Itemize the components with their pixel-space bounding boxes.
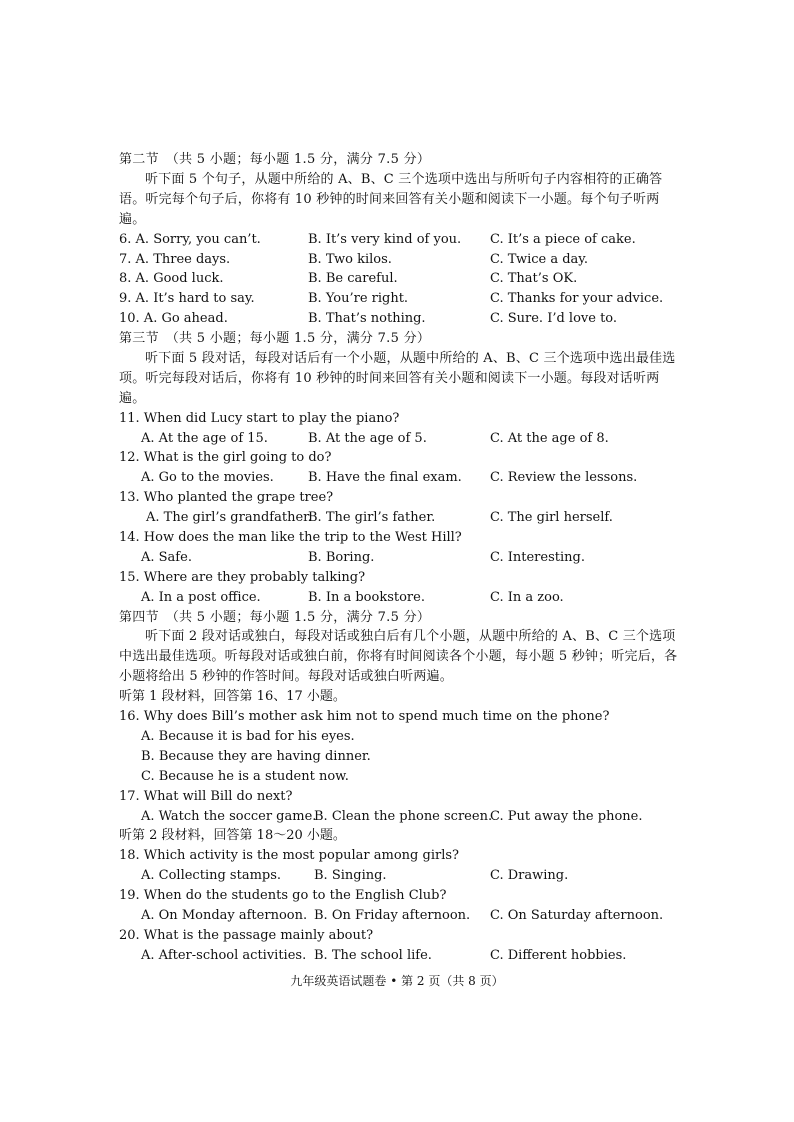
option-c: C. Thanks for your advice. <box>490 291 664 307</box>
question-row <box>119 289 679 309</box>
question-stem: 18. Which activity is the most popular among girls? <box>119 848 459 864</box>
option-b: B. The school life. <box>314 947 432 963</box>
option-a: 6. A. Sorry, you can’t. <box>119 231 261 247</box>
option-c: C. That’s OK. <box>490 271 578 287</box>
option-a: A. Collecting stamps. <box>141 868 282 884</box>
section-instruction: 听下面 5 段对话，每段对话后有一个小题，从题中所给的 A、B、C 三个选项中选出最佳选项。听完每段对话后，你将有 10 秒钟的时间来回答有关小题和阅读下一小题。每段对话听两遍。 <box>119 350 676 406</box>
option-a: 8. A. Good luck. <box>119 271 224 287</box>
options-row <box>119 588 679 608</box>
option-b: B. Two kilos. <box>308 251 392 267</box>
question-stem: 15. Where are they probably talking? <box>119 569 366 585</box>
section-heading: 第三节 （共 5 小题；每小题 1.5 分，满分 7.5 分） <box>119 331 431 347</box>
question-stem: 17. What will Bill do next? <box>119 788 293 804</box>
question-row <box>119 309 679 329</box>
option-c: C. In a zoo. <box>490 589 564 605</box>
option-b: B. On Friday afternoon. <box>314 907 471 923</box>
question-stem: 16. Why does Bill’s mother ask him not to spend much time on the phone? <box>119 709 610 725</box>
options-row <box>119 906 679 926</box>
section-heading: 第二节 （共 5 小题；每小题 1.5 分，满分 7.5 分） <box>119 152 431 167</box>
option-a: A. Watch the soccer game. <box>141 808 317 824</box>
option-a: A. At the age of 15. <box>141 430 268 446</box>
option-a: A. Safe. <box>141 549 192 565</box>
option-b: B. Singing. <box>314 868 387 884</box>
question-row <box>119 230 679 250</box>
option-a: A. In a post office. <box>141 589 261 605</box>
options-row <box>119 866 679 886</box>
option-a: A. Go to the movies. <box>141 470 274 486</box>
option-c: C. Because he is a student now. <box>141 768 349 784</box>
option-c: C. It’s a piece of cake. <box>490 231 636 247</box>
option-c: C. Sure. I’d love to. <box>490 311 618 327</box>
option-a: A. On Monday afternoon. <box>141 907 308 923</box>
question-stem: 13. Who planted the grape tree? <box>119 490 334 506</box>
page-footer: 九年级英语试题卷 • 第 2 页（共 8 页） <box>290 974 504 988</box>
question-stem: 12. What is the girl going to do? <box>119 450 332 466</box>
options-row <box>119 946 679 966</box>
option-b: B. The girl’s father. <box>308 510 436 526</box>
option-a: A. After-school activities. <box>141 947 307 963</box>
option-b: B. In a bookstore. <box>308 589 425 605</box>
option-c: C. Drawing. <box>490 868 569 884</box>
option-b: B. Have the final exam. <box>308 470 462 486</box>
option-a: A. The girl’s grandfather. <box>146 510 313 526</box>
options-row <box>119 807 679 827</box>
question-row <box>119 269 679 289</box>
options-row <box>119 468 679 488</box>
option-b: B. Clean the phone screen. <box>314 808 493 824</box>
option-c: C. On Saturday afternoon. <box>490 907 664 923</box>
option-c: C. Twice a day. <box>490 251 589 267</box>
option-b: B. Boring. <box>308 549 375 565</box>
option-b: B. Because they are having dinner. <box>141 748 371 764</box>
question-stem: 20. What is the passage mainly about? <box>119 927 374 943</box>
options-row <box>119 548 679 568</box>
option-c: C. At the age of 8. <box>490 430 609 446</box>
exam-page <box>119 150 679 966</box>
section-heading: 第四节 （共 5 小题；每小题 1.5 分，满分 7.5 分） <box>119 609 431 625</box>
question-stem: 11. When did Lucy start to play the piano? <box>119 410 400 426</box>
option-a: A. Because it is bad for his eyes. <box>141 728 355 744</box>
option-b: B. That’s nothing. <box>308 311 426 327</box>
option-b: B. You’re right. <box>308 291 409 307</box>
options-row <box>119 429 679 449</box>
options-row <box>119 508 679 528</box>
section-instruction: 听下面 5 个句子，从题中所给的 A、B、C 三个选项中选出与所听句子内容相符的正确答语。听完每个句子后，你将有 10 秒钟的时间来回答有关小题和阅读下一小题。每个句子听两遍。 <box>119 171 663 227</box>
option-c: C. The girl herself. <box>490 510 613 526</box>
option-a: 7. A. Three days. <box>119 251 231 267</box>
option-b: B. Be careful. <box>308 271 398 287</box>
option-b: B. At the age of 5. <box>308 430 427 446</box>
option-a: 10. A. Go ahead. <box>119 311 228 327</box>
material-note: 听第 2 段材料，回答第 18～20 小题。 <box>119 828 346 844</box>
option-c: C. Put away the phone. <box>490 808 643 824</box>
section-instruction: 听下面 2 段对话或独白，每段对话或独白后有几个小题，从题中所给的 A、B、C 三个选项中选出最佳选项。听每段对话或独白前，你将有时间阅读各个小题，每小题 5 秒钟；听完后，各小题将给出 5 秒钟的作答时间。每段对话或独白听两遍。 <box>119 629 678 685</box>
question-stem: 19. When do the students go to the English Club? <box>119 888 447 904</box>
option-c: C. Review the lessons. <box>490 470 638 486</box>
option-c: C. Interesting. <box>490 549 585 565</box>
question-row <box>119 250 679 270</box>
option-a: 9. A. It’s hard to say. <box>119 291 255 307</box>
question-stem: 14. How does the man like the trip to the West Hill? <box>119 530 462 546</box>
option-b: B. It’s very kind of you. <box>308 231 462 247</box>
option-c: C. Different hobbies. <box>490 947 627 963</box>
material-note: 听第 1 段材料，回答第 16、17 小题。 <box>119 689 346 705</box>
